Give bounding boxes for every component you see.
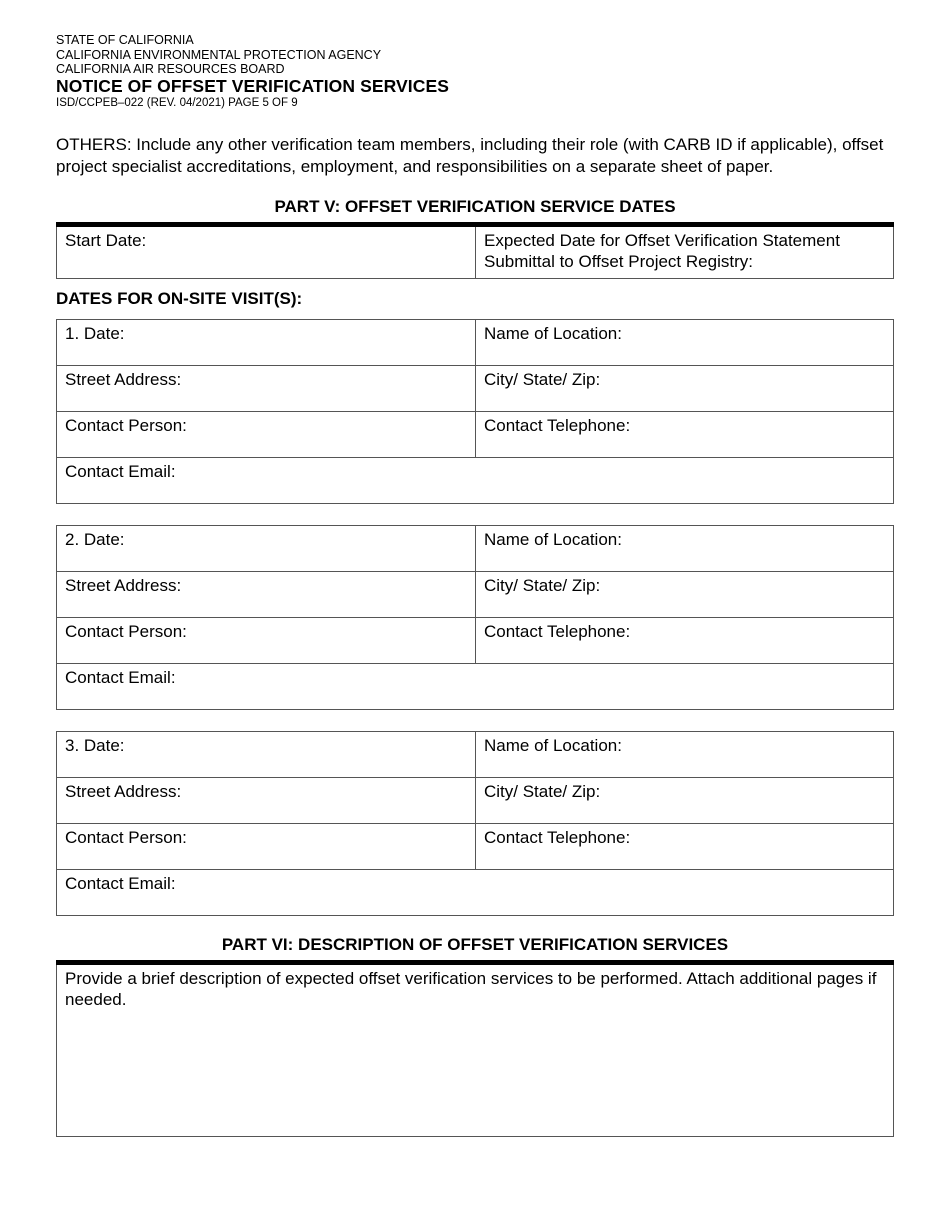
document-title: NOTICE OF OFFSET VERIFICATION SERVICES bbox=[56, 75, 450, 96]
city-state-zip-field[interactable] bbox=[476, 777, 894, 823]
part6-title: PART VI: DESCRIPTION OF OFFSET VERIFICATION SERVICES bbox=[221, 934, 729, 954]
visit-date-label: 3. Date: bbox=[65, 735, 125, 755]
contact-email-field[interactable] bbox=[57, 457, 894, 503]
part5-title: PART V: OFFSET VERIFICATION SERVICE DATES bbox=[274, 196, 676, 216]
location-name-label: Name of Location: bbox=[484, 735, 622, 755]
street-address-field[interactable] bbox=[57, 777, 476, 823]
contact-person-label: Contact Person: bbox=[65, 415, 187, 435]
contact-email-field[interactable] bbox=[57, 663, 894, 709]
contact-telephone-label: Contact Telephone: bbox=[484, 415, 631, 435]
location-name-label: Name of Location: bbox=[484, 323, 622, 343]
contact-person-label: Contact Person: bbox=[65, 621, 187, 641]
visit-date-label: 2. Date: bbox=[65, 529, 125, 549]
expected-date-label: Expected Date for Offset Verification Statement Submittal to Offset Project Registry: bbox=[484, 230, 840, 271]
city-state-zip-field[interactable] bbox=[476, 571, 894, 617]
visit-date-field[interactable] bbox=[57, 525, 476, 571]
contact-telephone-field[interactable] bbox=[476, 823, 894, 869]
city-state-zip-field[interactable] bbox=[476, 365, 894, 411]
services-description-field[interactable] bbox=[57, 962, 894, 1136]
street-address-field[interactable] bbox=[57, 365, 476, 411]
service-dates-table bbox=[56, 222, 894, 279]
onsite-visit-1 bbox=[56, 319, 894, 504]
visit-date-label: 1. Date: bbox=[65, 323, 125, 343]
form-id: ISD/CCPEB–022 (REV. 04/2021) PAGE 5 OF 9 bbox=[56, 96, 298, 109]
street-address-label: Street Address: bbox=[65, 781, 182, 801]
contact-telephone-label: Contact Telephone: bbox=[484, 827, 631, 847]
contact-email-label: Contact Email: bbox=[65, 461, 176, 481]
contact-email-label: Contact Email: bbox=[65, 667, 176, 687]
form-page bbox=[56, 33, 894, 1137]
contact-telephone-field[interactable] bbox=[476, 411, 894, 457]
visit-date-field[interactable] bbox=[57, 319, 476, 365]
location-name-field[interactable] bbox=[476, 319, 894, 365]
contact-person-field[interactable] bbox=[57, 617, 476, 663]
contact-person-field[interactable] bbox=[57, 823, 476, 869]
city-state-zip-label: City/ State/ Zip: bbox=[484, 369, 601, 389]
location-name-field[interactable] bbox=[476, 525, 894, 571]
contact-email-label: Contact Email: bbox=[65, 873, 176, 893]
form-header bbox=[56, 33, 894, 110]
contact-email-field[interactable] bbox=[57, 869, 894, 915]
start-date-label: Start Date: bbox=[65, 230, 147, 250]
contact-telephone-field[interactable] bbox=[476, 617, 894, 663]
onsite-visits-heading: DATES FOR ON-SITE VISIT(S): bbox=[56, 288, 303, 308]
visit-date-field[interactable] bbox=[57, 731, 476, 777]
street-address-field[interactable] bbox=[57, 571, 476, 617]
street-address-label: Street Address: bbox=[65, 575, 182, 595]
services-description-prompt: Provide a brief description of expected offset verification services to be performed. Attach additional pages if needed. bbox=[65, 968, 877, 1009]
others-instructions: OTHERS: Include any other verification team members, including their role (with CARB ID if applicable), offset project specialist accreditations, employment, and responsibilities on a separate sheet of paper. bbox=[56, 134, 884, 176]
header-agency: CALIFORNIA ENVIRONMENTAL PROTECTION AGENCY bbox=[56, 47, 382, 62]
contact-telephone-label: Contact Telephone: bbox=[484, 621, 631, 641]
street-address-label: Street Address: bbox=[65, 369, 182, 389]
location-name-field[interactable] bbox=[476, 731, 894, 777]
city-state-zip-label: City/ State/ Zip: bbox=[484, 575, 601, 595]
expected-date-field[interactable] bbox=[476, 224, 894, 278]
contact-person-field[interactable] bbox=[57, 411, 476, 457]
header-board: CALIFORNIA AIR RESOURCES BOARD bbox=[56, 62, 285, 76]
onsite-visit-3 bbox=[56, 731, 894, 916]
onsite-visit-2 bbox=[56, 525, 894, 710]
location-name-label: Name of Location: bbox=[484, 529, 622, 549]
services-description-table bbox=[56, 960, 894, 1137]
city-state-zip-label: City/ State/ Zip: bbox=[484, 781, 601, 801]
start-date-field[interactable] bbox=[57, 224, 476, 278]
contact-person-label: Contact Person: bbox=[65, 827, 187, 847]
header-state: STATE OF CALIFORNIA bbox=[56, 33, 194, 47]
